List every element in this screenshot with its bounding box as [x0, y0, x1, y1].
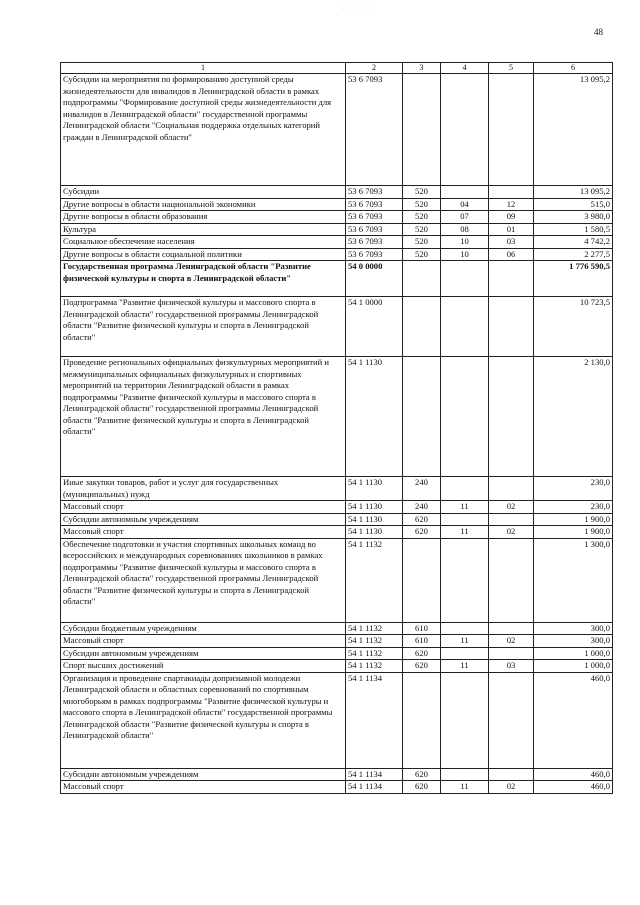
row-name: Социальное обеспечение населения	[61, 236, 346, 249]
row-section: 11	[441, 526, 489, 539]
row-subsection	[489, 622, 534, 635]
row-amount: 10 723,5	[534, 297, 613, 357]
row-subsection	[489, 186, 534, 199]
row-section: 11	[441, 501, 489, 514]
row-expense-type: 520	[403, 223, 441, 236]
row-target-code: 54 1 1132	[346, 622, 403, 635]
row-name: Подпрограмма "Развитие физической культуры и массового спорта в Ленинградской области" государственной программы Ленинградской области "Развитие физической культуры и спорта в Ленинградской области"	[61, 297, 346, 357]
table-row	[61, 248, 613, 261]
row-amount: 13 095,2	[534, 74, 613, 186]
table-row	[61, 501, 613, 514]
row-section	[441, 477, 489, 501]
row-name: Иные закупки товаров, работ и услуг для государственных (муниципальных) нужд	[61, 477, 346, 501]
row-amount: 230,0	[534, 501, 613, 514]
row-name: Массовый спорт	[61, 526, 346, 539]
row-name: Другие вопросы в области образования	[61, 211, 346, 224]
row-section	[441, 672, 489, 768]
row-amount: 300,0	[534, 635, 613, 648]
table-row	[61, 477, 613, 501]
row-expense-type: 610	[403, 635, 441, 648]
row-amount: 4 742,2	[534, 236, 613, 249]
table-row	[61, 513, 613, 526]
row-section	[441, 186, 489, 199]
row-amount: 1 776 590,5	[534, 261, 613, 297]
table-row	[61, 635, 613, 648]
row-target-code: 53 6 7093	[346, 236, 403, 249]
row-subsection: 03	[489, 236, 534, 249]
row-subsection: 02	[489, 501, 534, 514]
row-subsection	[489, 357, 534, 477]
row-target-code: 54 1 0000	[346, 297, 403, 357]
row-section	[441, 297, 489, 357]
row-subsection	[489, 768, 534, 781]
row-section: 10	[441, 236, 489, 249]
row-expense-type	[403, 357, 441, 477]
row-subsection: 03	[489, 660, 534, 673]
row-name: Государственная программа Ленинградской области "Развитие физической культуры и спорта в Ленинградской области"	[61, 261, 346, 297]
row-expense-type: 610	[403, 622, 441, 635]
row-expense-type	[403, 297, 441, 357]
row-name: Массовый спорт	[61, 781, 346, 794]
row-expense-type: 520	[403, 211, 441, 224]
row-expense-type: 620	[403, 768, 441, 781]
table-row	[61, 74, 613, 186]
row-target-code: 54 1 1134	[346, 672, 403, 768]
row-section	[441, 538, 489, 622]
header-col-5: 5	[489, 63, 534, 74]
row-target-code: 53 6 7093	[346, 186, 403, 199]
row-target-code: 54 1 1130	[346, 501, 403, 514]
row-name: Субсидии бюджетным учреждениям	[61, 622, 346, 635]
row-target-code: 54 1 1132	[346, 635, 403, 648]
row-amount: 2 130,0	[534, 357, 613, 477]
row-amount: 1 300,0	[534, 538, 613, 622]
table-row	[61, 198, 613, 211]
row-section	[441, 261, 489, 297]
row-target-code: 53 6 7093	[346, 223, 403, 236]
row-section	[441, 74, 489, 186]
row-name: Субсидии	[61, 186, 346, 199]
row-amount: 300,0	[534, 622, 613, 635]
row-section: 11	[441, 781, 489, 794]
row-target-code: 54 1 1130	[346, 526, 403, 539]
row-amount: 460,0	[534, 768, 613, 781]
row-expense-type	[403, 538, 441, 622]
row-subsection	[489, 672, 534, 768]
row-subsection	[489, 513, 534, 526]
row-subsection	[489, 297, 534, 357]
table-row	[61, 768, 613, 781]
row-expense-type: 520	[403, 186, 441, 199]
row-expense-type: 240	[403, 477, 441, 501]
table-row	[61, 647, 613, 660]
row-expense-type: 620	[403, 526, 441, 539]
row-amount: 1 900,0	[534, 526, 613, 539]
table-row	[61, 526, 613, 539]
row-section: 10	[441, 248, 489, 261]
row-subsection: 09	[489, 211, 534, 224]
row-amount: 3 980,0	[534, 211, 613, 224]
row-expense-type: 520	[403, 248, 441, 261]
page-number: 48	[594, 27, 603, 37]
row-target-code: 54 0 0000	[346, 261, 403, 297]
row-section: 11	[441, 635, 489, 648]
row-amount: 230,0	[534, 477, 613, 501]
row-subsection: 02	[489, 781, 534, 794]
table-row	[61, 261, 613, 297]
row-expense-type: 520	[403, 236, 441, 249]
row-target-code: 54 1 1134	[346, 768, 403, 781]
row-target-code: 54 1 1130	[346, 357, 403, 477]
row-subsection	[489, 261, 534, 297]
row-name: Субсидии автономным учреждениям	[61, 647, 346, 660]
row-amount: 515,0	[534, 198, 613, 211]
row-section	[441, 622, 489, 635]
header-col-4: 4	[441, 63, 489, 74]
row-subsection: 02	[489, 526, 534, 539]
table-row	[61, 660, 613, 673]
row-name: Субсидии на мероприятия по формированию доступной среды жизнедеятельности для инвалидов в Ленинградской области в рамках подпрограммы "Формирование доступной среды жизнедеятельности для инвалидов в Ленинградской области" государственной программы Ленинградской области "Социальная поддержка отдельных категорий граждан в Ленинградской области"	[61, 74, 346, 186]
row-name: Субсидии автономным учреждениям	[61, 513, 346, 526]
row-section	[441, 357, 489, 477]
row-name: Другие вопросы в области социальной политики	[61, 248, 346, 261]
table-row	[61, 236, 613, 249]
budget-table	[60, 62, 613, 794]
row-name: Организация и проведение спартакиады допризывной молодежи Ленинградской области и областных соревнований по спортивным многоборьям в рамках подпрограммы "Развитие физической культуры и массового спорта в Ленинградской области" государственной программы Ленинградской области "Развитие физической культуры и спорта в Ленинградской области"	[61, 672, 346, 768]
table-header-row	[61, 63, 613, 74]
row-section: 07	[441, 211, 489, 224]
row-section	[441, 768, 489, 781]
row-amount: 1 000,0	[534, 647, 613, 660]
header-col-3: 3	[403, 63, 441, 74]
table-row	[61, 186, 613, 199]
row-target-code: 53 6 7093	[346, 211, 403, 224]
row-target-code: 54 1 1132	[346, 647, 403, 660]
table-row	[61, 297, 613, 357]
row-target-code: 54 1 1130	[346, 477, 403, 501]
table-row	[61, 781, 613, 794]
row-expense-type: 520	[403, 198, 441, 211]
row-name: Культура	[61, 223, 346, 236]
row-expense-type	[403, 74, 441, 186]
row-name: Спорт высших достижений	[61, 660, 346, 673]
header-col-1: 1	[61, 63, 346, 74]
row-amount: 1 580,5	[534, 223, 613, 236]
table-row	[61, 672, 613, 768]
row-name: Проведение региональных официальных физкультурных мероприятий и межмуниципальных официальных физкультурных и спортивных мероприятий на территории Ленинградской области в рамках подпрограммы "Развитие физической культуры и массового спорта в Ленинградской области" государственной программы Ленинградской области "Развитие физической культуры и спорта в Ленинградской области"	[61, 357, 346, 477]
table-row	[61, 357, 613, 477]
row-name: Субсидии автономным учреждениям	[61, 768, 346, 781]
row-amount: 1 900,0	[534, 513, 613, 526]
table-row	[61, 538, 613, 622]
row-amount: 460,0	[534, 781, 613, 794]
row-expense-type: 620	[403, 660, 441, 673]
row-subsection	[489, 647, 534, 660]
row-expense-type: 620	[403, 781, 441, 794]
row-subsection	[489, 74, 534, 186]
row-section: 04	[441, 198, 489, 211]
row-expense-type: 240	[403, 501, 441, 514]
row-amount: 13 095,2	[534, 186, 613, 199]
row-target-code: 53 6 7093	[346, 74, 403, 186]
row-subsection: 01	[489, 223, 534, 236]
row-section	[441, 647, 489, 660]
row-target-code: 53 6 7093	[346, 248, 403, 261]
scan-mark: · · · · ·	[342, 6, 376, 12]
row-subsection	[489, 538, 534, 622]
row-amount: 1 000,0	[534, 660, 613, 673]
row-name: Другие вопросы в области национальной экономики	[61, 198, 346, 211]
table-row	[61, 622, 613, 635]
header-col-2: 2	[346, 63, 403, 74]
table-row	[61, 223, 613, 236]
row-expense-type: 620	[403, 513, 441, 526]
row-name: Обеспечение подготовки и участия спортивных школьных команд во всероссийских и международных соревнованиях школьников в рамках подпрограммы "Развитие физической культуры и массового спорта в Ленинградской области" государственной программы Ленинградской области "Развитие физической культуры и спорта в Ленинградской области"	[61, 538, 346, 622]
row-amount: 2 277,5	[534, 248, 613, 261]
row-section: 11	[441, 660, 489, 673]
row-target-code: 53 6 7093	[346, 198, 403, 211]
table-row	[61, 211, 613, 224]
row-target-code: 54 1 1134	[346, 781, 403, 794]
row-expense-type	[403, 672, 441, 768]
row-target-code: 54 1 1132	[346, 660, 403, 673]
row-target-code: 54 1 1132	[346, 538, 403, 622]
row-subsection	[489, 477, 534, 501]
row-name: Массовый спорт	[61, 501, 346, 514]
row-subsection: 06	[489, 248, 534, 261]
row-section	[441, 513, 489, 526]
header-col-6: 6	[534, 63, 613, 74]
row-expense-type: 620	[403, 647, 441, 660]
row-expense-type	[403, 261, 441, 297]
row-subsection: 12	[489, 198, 534, 211]
row-section: 08	[441, 223, 489, 236]
row-subsection: 02	[489, 635, 534, 648]
row-name: Массовый спорт	[61, 635, 346, 648]
row-target-code: 54 1 1130	[346, 513, 403, 526]
row-amount: 460,0	[534, 672, 613, 768]
